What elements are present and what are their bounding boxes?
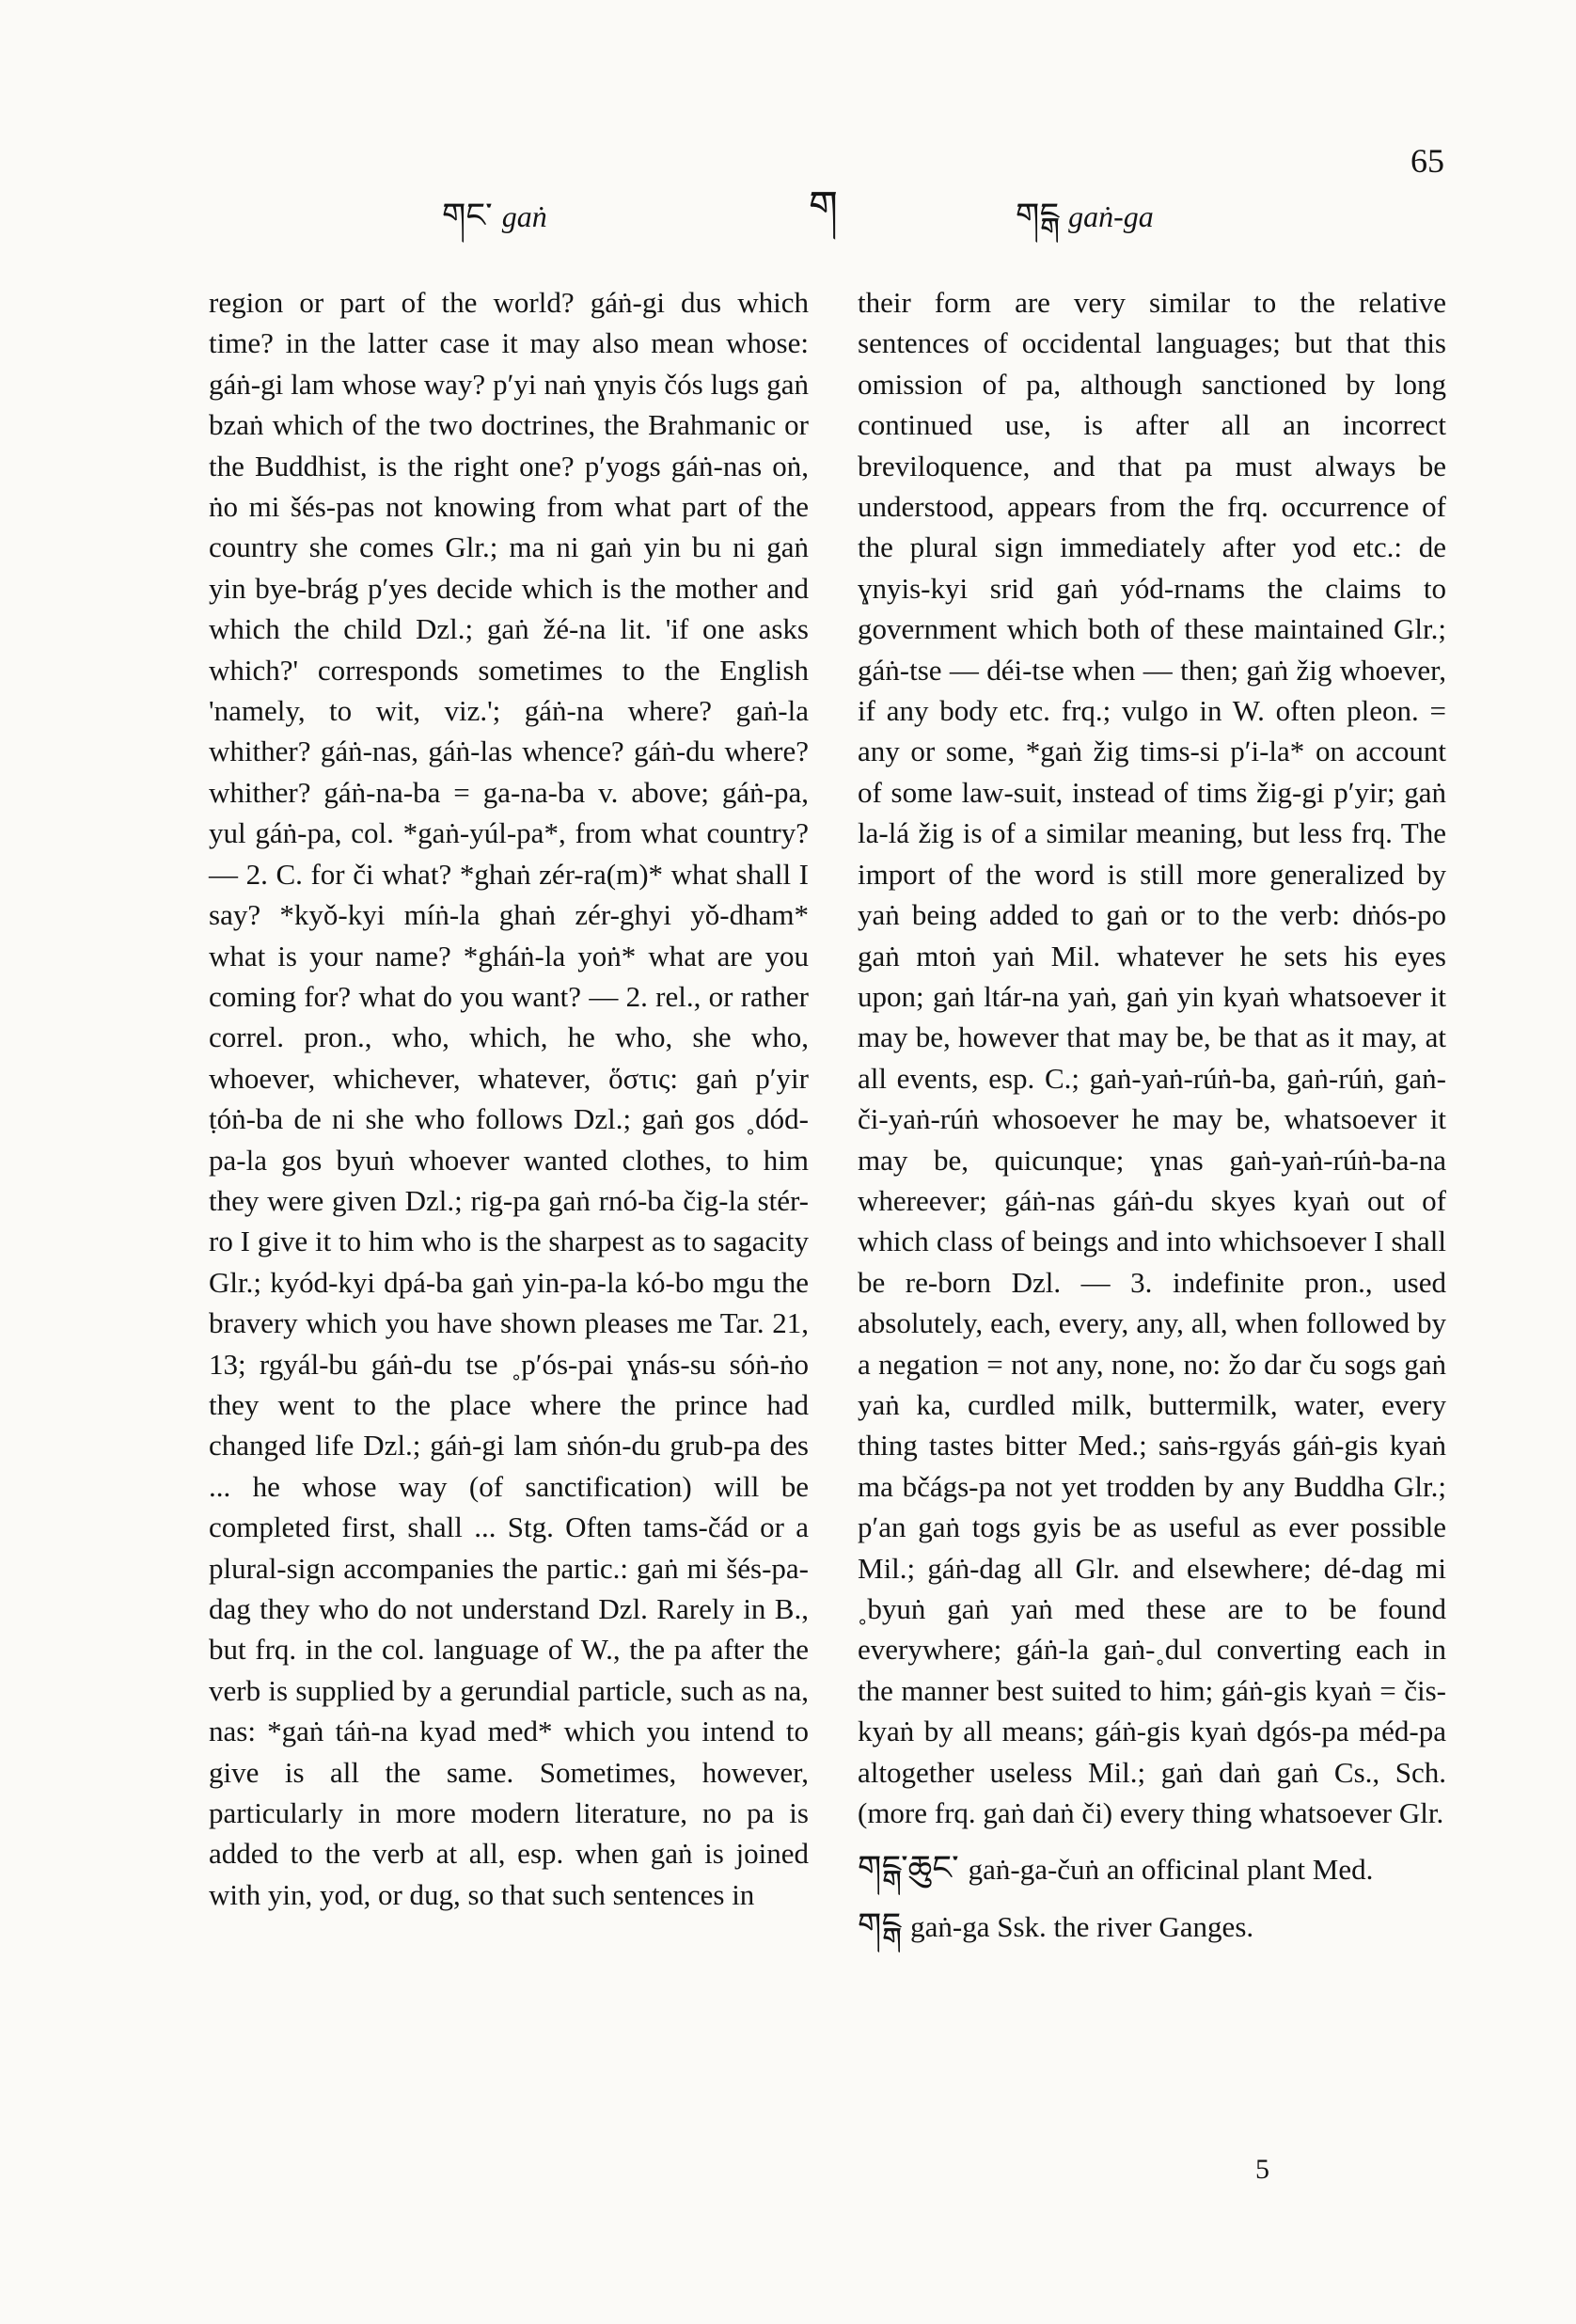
page-number: 65 [1411,142,1444,180]
entry2-text: gaṅ-ga Ssk. the river Ganges. [910,1909,1254,1943]
header-right-tibetan: གངྒ [1016,197,1060,234]
entry2-tibetan: གངྒ [858,1905,902,1944]
entry-ganga [858,1905,1446,1947]
header-left [442,177,547,273]
signature-mark: 5 [1255,2154,1269,2185]
left-column [209,282,809,1915]
entry1-text: gaṅ-ga-čuṅ an officinal plant Med. [968,1853,1374,1887]
left-column-text: region or part of the world? gáṅ-gi dus which time? in the latter case it may also mean whose: gáṅ-gi lam whose way? pʹyi naṅ ɣnyis čós lugs gaṅ bzaṅ which of the two doctrines, the Brahmanic or the Buddhist, is the right one? pʹyogs gáṅ-nas oṅ, ṅo mi šés-pas not knowing from what part of the country she comes Glr.; ma ni gaṅ yin bu ni gaṅ yin bye-brág pʹyes decide which is the mother and which the child Dzl.; gaṅ žé-na lit. 'if one asks which?' corresponds sometimes to the English 'namely, to wit, viz.'; gáṅ-na where? gaṅ-la whither? gáṅ-nas, gáṅ-las whence? gáṅ-du where? whither? gáṅ-na-ba = ga-na-ba v. above; gáṅ-pa, yul gáṅ-pa, col. *gaṅ-yúl-pa*, from what country? — 2. C. for či what? *ghaṅ zér-ra(m)* what shall I say? *kyǒ-kyi míṅ-la ghaṅ zér-ghyi yǒ-dham* what is your name? *gháṅ-la yoṅ* what are you coming for? what do you want? — 2. rel., or rather correl. pron., who, which, he who, she who, whoever, whichever, whatever, ὅστις: gaṅ pʹyir ṭóṅ-ba de ni she who follows Dzl.; gaṅ gos ˳dód-pa-la gos byuṅ whoever wanted clothes, to him they were given Dzl.; rig-pa gaṅ rnó-ba čig-la stér-ro I give it to him who is the sharpest as to sagacity Glr.; kyód-kyi dpá-ba gaṅ yin-pa-la kó-bo mgu the bravery which you have shown pleases me Tar. 21, 13; rgyál-bu gáṅ-du tse ˳pʹós-pai ɣnás-su sóṅ-ṅo they went to the place where the prince had changed life Dzl.; gáṅ-gi lam sṅón-du grub-pa des ... he whose way (of sanctification) will be completed first, shall ... Stg. Often tams-čád or a plural-sign accompanies the partic.: gaṅ mi šés-pa-dag they who do not understand Dzl. Rarely in B., but frq. in the col. language of W., the pa after the verb is supplied by a gerundial particle, such as na, nas: *gaṅ táṅ-na kyad med* which you intend to give is all the same. Sometimes, however, particularly in more modern literature, no pa is added to the verb at all, esp. when gaṅ is joined with yin, yod, or dug, so that such sentences in [209,286,809,1911]
header-left-tibetan: གང་ [442,197,493,234]
entry-ganga-cun [858,1848,1446,1889]
header-center-letter: ག [809,183,838,229]
header-right [1016,177,1154,273]
entry1-tibetan: གངྒ་ཆུང་ [858,1849,959,1888]
header-right-translit: gaṅ-ga [1068,199,1154,233]
header-left-translit: gaṅ [501,199,547,233]
right-column [858,282,1446,1947]
right-column-text: their form are very similar to the relative sentences of occidental languages; but that this omission of pa, although sanctioned by long continued use, is after all an incorrect breviloquence, and that pa must always be understood, appears from the frq. occurrence of the plural sign immediately after yod etc.: de ɣnyis-kyi srid gaṅ yód-rnams the claims to government which both of these maintained Glr.; gáṅ-tse — déi-tse when — then; gaṅ žig whoever, if any body etc. frq.; vulgo in W. often pleon. = any or some, *gaṅ žig tims-si pʹi-la* on account of some law-suit, instead of tims žig-gi pʹyir; gaṅ la-lá žig is of a similar meaning, but less frq. The import of the word is still more generalized by yaṅ being added to gaṅ or to the verb: dṅós-po gaṅ mtoṅ yaṅ Mil. whatever he sets his eyes upon; gaṅ ltár-na yaṅ, gaṅ yin kyaṅ whatsoever it may be, however that may be, be that as it may, at all events, esp. C.; gaṅ-yaṅ-rúṅ-ba, gaṅ-rúṅ, gaṅ-či-yaṅ-rúṅ whosoever he may be, whatsoever it may be, quicunque; ɣnas gaṅ-yaṅ-rúṅ-ba-na whereever; gáṅ-nas gáṅ-du skyes kyaṅ out of which class of beings and into whichsoever I shall be re-born Dzl. — 3. indefinite pron., used absolutely, each, every, any, all, when followed by a negation = not any, none, no: žo dar ču sogs gaṅ yaṅ ka, curdled milk, buttermilk, water, every thing tastes bitter Med.; saṅs-rgyás gáṅ-gis kyaṅ ma bčágs-pa not yet trodden by any Buddha Glr.; pʹan gaṅ togs gyis be as useful as ever possible Mil.; gáṅ-dag all Glr. and elsewhere; dé-dag mi ˳byuṅ gaṅ yaṅ med these are to be found everywhere; gáṅ-la gaṅ-˳dul converting each in the manner best suited to him; gáṅ-gis kyaṅ = čis-kyaṅ by all means; gáṅ-gis kyaṅ dgós-pa méd-pa altogether useless Mil.; gaṅ daṅ gaṅ Cs., Sch. (more frq. gaṅ daṅ či) every thing whatsoever Glr. [858,286,1446,1830]
